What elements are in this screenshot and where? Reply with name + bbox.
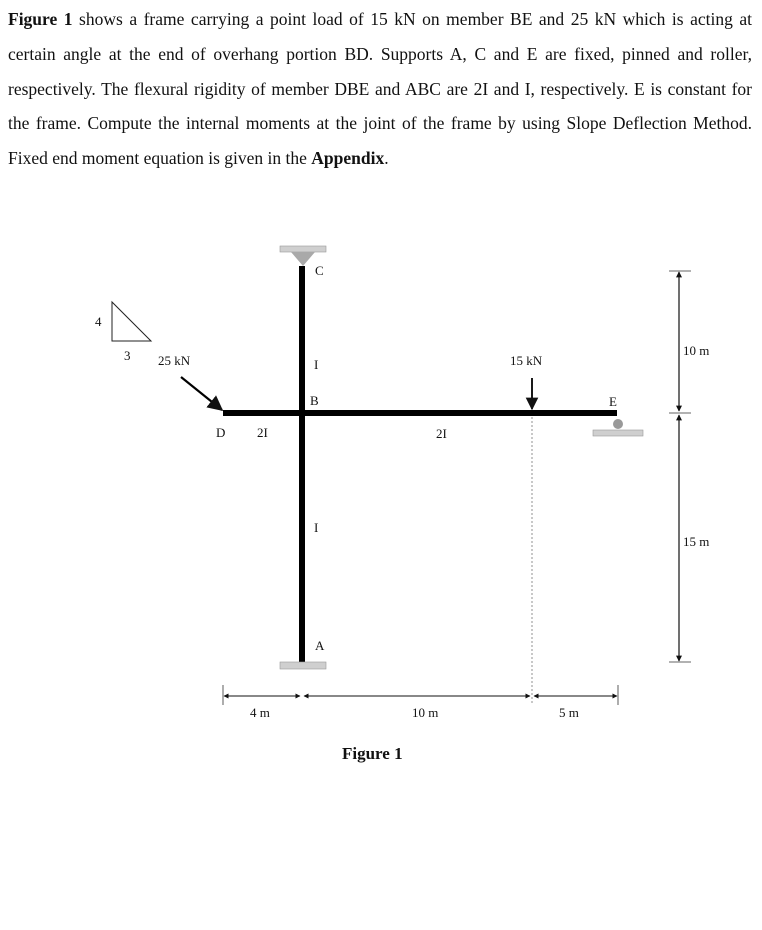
rigidity-be-label: 2I (436, 426, 447, 441)
slope-triangle (112, 302, 151, 341)
slope-run-label: 3 (124, 348, 131, 363)
fixed-support-a (280, 662, 326, 669)
joint-d-label: D (216, 425, 226, 440)
vdim-bottom-label: 15 m (683, 534, 710, 549)
sentence-end: . (384, 148, 389, 169)
rigidity-db-label: 2I (257, 425, 268, 440)
pin-support-triangle (291, 252, 315, 266)
inclined-load-arrow (181, 377, 222, 410)
dim-db-label: 4 m (250, 705, 270, 720)
joint-b-label: B (310, 393, 319, 408)
dim-le-label: 5 m (559, 705, 579, 720)
dim-be-label: 10 m (412, 705, 439, 720)
column-abc (299, 266, 305, 664)
figure-reference: Figure 1 (8, 9, 73, 29)
inclined-load-label: 25 kN (158, 353, 191, 368)
figure-caption: Figure 1 (342, 744, 403, 763)
rigidity-ab-label: I (314, 520, 319, 535)
joint-a-label: A (315, 638, 325, 653)
roller-wheel (613, 419, 623, 429)
problem-text: shows a frame carrying a point load of 15 kN on member BE and 25 kN which is acting at certain angle at the end of overhang portion BD. Supports A, C and E are fixed, pinned and roller, respectively. The flexural rigidity of member DBE and ABC are 2I and I, respectively. E is constant for the frame. Compute the internal moments at the joint of the frame by using Slope Deflection Method. Fixed end moment equation is given in the (8, 9, 752, 169)
vdim-top-label: 10 m (683, 343, 710, 358)
rigidity-bc-label: I (314, 357, 319, 372)
joint-e-label: E (609, 394, 617, 409)
slope-rise-label: 4 (95, 314, 102, 329)
pin-support-base (280, 246, 326, 252)
vertical-load-label: 15 kN (510, 353, 543, 368)
appendix-reference: Appendix (311, 148, 385, 169)
joint-c-label: C (315, 263, 324, 278)
roller-support-base (593, 430, 643, 436)
beam-dbe (223, 410, 617, 416)
